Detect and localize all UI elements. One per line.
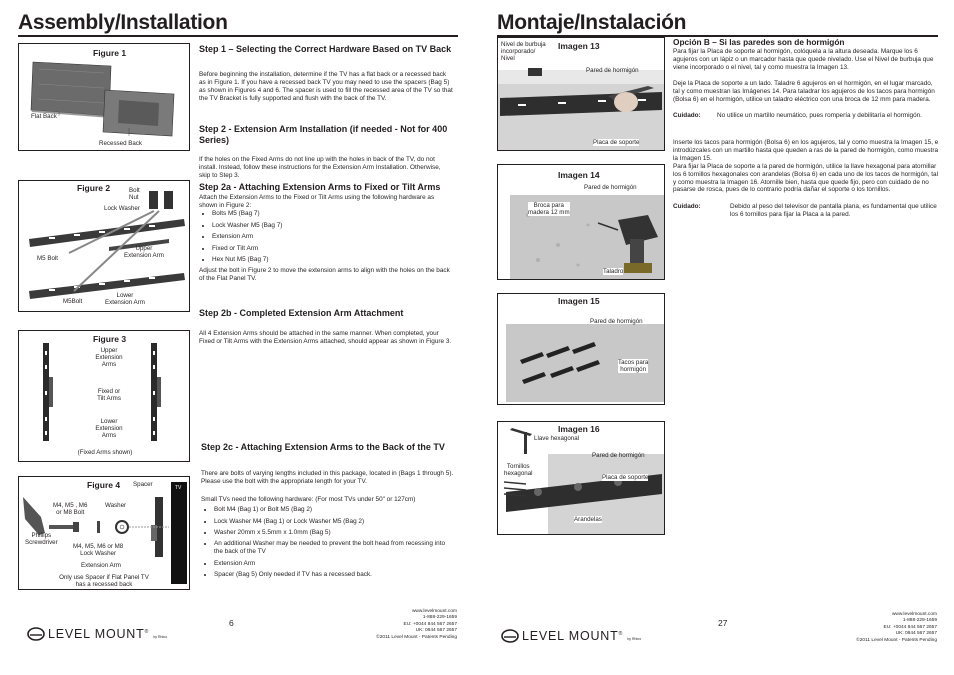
step-2a-after: Adjust the bolt in Figure 2 to move the extension arms to align with the holes on the back of the Flat Panel TV. xyxy=(199,267,450,282)
lock-washer-label: M4, M5, M6 or M8 Lock Washer xyxy=(73,543,124,557)
washer-label: Washer xyxy=(105,502,127,509)
caution-text: No utilice un martillo neumático, pues rompería y debilitaría el hormigón. xyxy=(717,112,922,119)
list-item: • Hex Nut M5 (Bag 7) xyxy=(212,254,452,266)
logo-text: LEVEL MOUNT® by Rhino xyxy=(522,629,642,643)
list-item: • Bolt M4 (Bag 1) or Bolt M5 (Bag 2) xyxy=(214,504,454,516)
imagen-13 xyxy=(497,37,665,151)
nut-label: Nut xyxy=(129,194,139,201)
wall-label: Pared de hormigón xyxy=(592,452,645,459)
imagen-15 xyxy=(497,293,665,405)
bolt-label: M4, M5 , M6 or M8 Bolt xyxy=(53,502,88,516)
caution-1 xyxy=(673,112,939,120)
title-rule xyxy=(18,35,458,37)
contact-line: 1-888-229-1659 xyxy=(422,615,457,621)
lock-washer-label: Lock Washer xyxy=(104,205,140,212)
imagen-16 xyxy=(497,421,665,535)
wall-label: Pared de hormigón xyxy=(586,67,639,74)
step-2a-heading: Step 2a - Attaching Extension Arms to Fixed or Tilt Arms xyxy=(199,182,441,192)
fixed-tilt-arms-label: Fixed or Tilt Arms xyxy=(97,388,121,402)
step-2b-text: All 4 Extension Arms should be attached in the same manner. When completed, your Fixed or Tilt Arms with the Extension Arms attached, should appear as shown in Figure 3. xyxy=(199,330,452,345)
figure-title: Imagen 13 xyxy=(558,41,600,51)
m5-bolt-label: M5 Bolt xyxy=(37,255,58,262)
anchors-label: Tacos para hormigón xyxy=(618,359,649,373)
contact-line: ©2011 Level Mount - Patents Pending xyxy=(376,634,457,640)
page-title-left: Assembly/Installation xyxy=(18,11,228,34)
lower-extension-arms-label: Lower Extension Arms xyxy=(95,418,123,439)
option-b-paragraph-2: Deje la Placa de soporte a un lado. Taladre 6 agujeros en el hormigón, en el lugar marcado, tal y como muestran las Imágenes 14. Para taladrar los agujeros de los tacos para hormigón (Bolsa 6) en el hormigón, utilice un taladro eléctrico con una broca de 12 mm para madera. xyxy=(673,80,935,103)
list-item: • Extension Arm xyxy=(212,231,452,243)
level-label: Nivel de burbuja incorporado/ Nivel xyxy=(501,41,546,62)
list-item: • Lock Washer M4 (Bag 1) or Lock Washer M5 (Bag 2) xyxy=(214,516,454,528)
figure-3 xyxy=(18,330,190,462)
figure-4 xyxy=(18,476,190,590)
figure-title: Figure 4 xyxy=(87,480,121,490)
figure-title: Figure 3 xyxy=(93,334,127,344)
anchors-illustration xyxy=(498,294,664,404)
flat-back-label: Flat Back xyxy=(31,113,57,120)
list-item: • Spacer (Bag 5) Only needed if TV has a recessed back. xyxy=(214,569,454,581)
plate-label: Placa de soporte xyxy=(602,474,649,481)
spacer-label: Spacer xyxy=(133,481,153,488)
extension-arm-label: Extension Arm xyxy=(81,562,121,569)
logo-emblem-icon xyxy=(27,627,45,641)
contact-line: ©2011 Level Mount - Patents Pending xyxy=(856,637,937,643)
logo-text: LEVEL MOUNT® by Rhino xyxy=(48,627,168,641)
step-2c-hardware-list xyxy=(204,504,454,581)
figure-1 xyxy=(18,43,190,151)
step-2c-text-2: Small TVs need the following hardware: (For most TVs under 50" or 127cm) xyxy=(201,496,416,503)
spacer-note: Only use Spacer if Flat Panel TV has a recessed back xyxy=(59,574,149,588)
caution-2 xyxy=(673,203,939,219)
list-item: • Extension Arm xyxy=(214,558,454,570)
m5-bolt-label-2: M5Bolt xyxy=(63,298,83,305)
step-2a-intro: Attach the Extension Arms to the Fixed or Tilt Arms using the following hardware as shown in Figure 2: xyxy=(199,194,435,209)
option-b-paragraph-1: Para fijar la Placa de soporte al hormigón, colóquela a la altura deseada. Marque los 6 agujeros con un lápiz o un marcador hasta que quede nivelado. Use el Nivel de burbuja que viene incorporado o el nivel, tal y como muestra la Imagen 13. xyxy=(673,48,934,71)
figure-title: Imagen 16 xyxy=(558,424,600,434)
figure-3-caption: (Fixed Arms shown) xyxy=(77,449,133,456)
tv-label: TV xyxy=(175,485,182,491)
drilling-illustration xyxy=(498,165,664,279)
plate-label: Placa de soporte xyxy=(593,139,640,146)
list-item: • An additional Washer may be needed to prevent the bolt head from recessing into the back of the TV xyxy=(214,539,454,558)
contact-line: www.levelmount.com xyxy=(411,609,457,614)
figure-title: Imagen 14 xyxy=(558,170,600,180)
page-number-left: 6 xyxy=(229,618,234,628)
figure-2 xyxy=(18,180,190,312)
bolt-label: Bolt xyxy=(129,187,140,194)
page-title-right: Montaje/Instalación xyxy=(497,11,687,34)
upper-extension-arms-label: Upper Extension Arms xyxy=(95,347,123,368)
contact-line: www.levelmount.com xyxy=(891,612,937,617)
recessed-back-label: Recessed Back xyxy=(99,140,142,147)
contact-info-left xyxy=(340,609,457,641)
step-2-heading: Step 2 - Extension Arm Installation (if needed - Not for 400 Series) xyxy=(199,124,448,145)
imagen-14 xyxy=(497,164,665,280)
drill-label: Taladro xyxy=(603,268,624,275)
drill-bit-label: Broca para madera 12 mm xyxy=(528,202,570,216)
contact-line: EU: +0044 844 567 2657 xyxy=(883,624,937,630)
step-2c-heading: Step 2c - Attaching Extension Arms to the Back of the TV xyxy=(201,442,445,452)
hex-key-label: Llave hexagonal xyxy=(534,435,580,442)
contact-line: 1-888-229-1659 xyxy=(902,618,937,624)
list-item: • Lock Washer M5 (Bag 7) xyxy=(212,220,452,232)
figure-title: Figure 1 xyxy=(93,48,127,58)
figure-title: Imagen 15 xyxy=(558,296,600,306)
level-mount-logo-left xyxy=(27,627,167,641)
washers-label: Arandelas xyxy=(574,516,602,523)
phillips-screwdriver-label: Phillips Screwdriver xyxy=(25,532,58,546)
list-item: • Washer 20mm x 5.5mm x 1.0mm (Bag 5) xyxy=(214,527,454,539)
wall-label: Pared de hormigón xyxy=(584,184,637,191)
caution-text: Debido al peso del televisor de pantalla plana, es fundamental que utilice los 6 tornillos para fijar la Placa a la pared. xyxy=(730,203,937,218)
step-2c-text-1: There are bolts of varying lengths included in this package, located in (Bags 1 through 5). Please use the bolt with the appropriate length for your TV. xyxy=(201,470,454,485)
list-item: • Fixed or Tilt Arm xyxy=(212,243,452,255)
contact-line: UK: 0844 567 2657 xyxy=(415,628,457,634)
hex-screws-label: Tornillos hexagonal xyxy=(504,463,533,477)
figure-title: Figure 2 xyxy=(77,183,111,193)
step-2-text: If the holes on the Fixed Arms do not line up with the holes in back of the TV, do not install. Instead, follow these instructions for the Extension Arm Installation. Otherwise, skip to Step 3. xyxy=(199,156,441,179)
caution-label: Cuidado: xyxy=(673,203,701,210)
lower-extension-arm-label: Lower Extension Arm xyxy=(105,292,145,306)
step-1-text: Before beginning the installation, determine if the TV has a flat back or a recessed back as in Figure 1. If you have a recessed back TV you may need to use the spacers (Bag 5) as shown in Figures 4 and 6. The spacer is used to fill the recessed area of the TV so that the TV Bracket is fully supported and flush with the back of the TV. xyxy=(199,71,453,102)
option-b-heading: Opción B – Si las paredes son de hormigón xyxy=(673,37,845,47)
contact-line: UK: 0844 567 2657 xyxy=(895,631,937,637)
option-b-paragraph-3: Inserte los tacos para hormigón (Bolsa 6) en los agujeros, tal y como muestra la Imagen 15, e introdúzcales con un martillo hasta que queden a ras de la pared de hormigón, como muestra la Imagen 15. xyxy=(673,139,939,162)
level-mount-logo-right xyxy=(501,629,641,643)
list-item: • Bolts M5 (Bag 7) xyxy=(212,208,452,220)
contact-info-right xyxy=(820,612,937,644)
upper-extension-arm-label: Upper Extension Arm xyxy=(124,245,164,259)
logo-emblem-icon xyxy=(501,629,519,643)
page-number-right: 27 xyxy=(718,618,728,628)
contact-line: EU: +0044 844 567 2657 xyxy=(403,621,457,627)
step-2a-hardware-list xyxy=(202,208,452,266)
tv-backs-illustration xyxy=(19,44,189,150)
wall-label: Pared de hormigón xyxy=(590,318,643,325)
step-2b-heading: Step 2b - Completed Extension Arm Attachment xyxy=(199,308,404,318)
step-1-heading: Step 1 – Selecting the Correct Hardware Based on TV Back xyxy=(199,44,452,54)
option-b-paragraph-4: Para fijar la Placa de soporte a la pared de hormigón, utilice la llave hexagonal para atornillar los 6 tornillos hexagonales con arandelas (Bolsa 6) en cada uno de los tacos de hormigón, tal y como muestra la Imagen 16. Atornille bien, hasta que quede fijo, pero con cuidado de no pasarse de rosca, pues de lo contrario podría dañar el soporte o los tornillos. xyxy=(673,163,939,194)
caution-label: Cuidado: xyxy=(673,112,701,119)
